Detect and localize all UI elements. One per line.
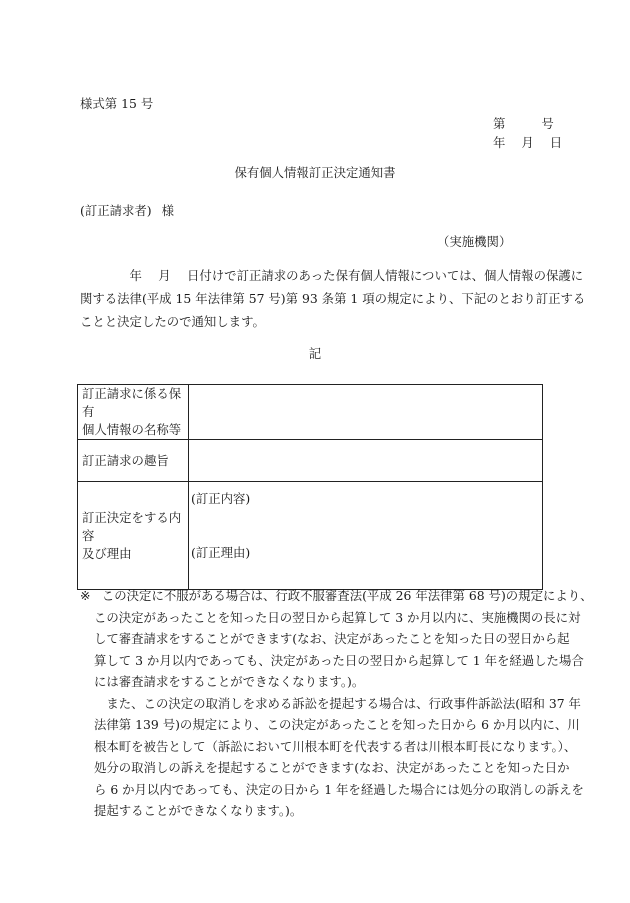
note-line: 算して 3 か月以内であっても、決定があった日の翌日から起算して 1 年を経過した場合	[94, 652, 584, 668]
table-row	[78, 440, 543, 482]
label-line: 訂正決定をする内容	[82, 509, 182, 543]
correction-content-label: (訂正内容)	[191, 491, 251, 506]
note-line: 提起することができなくなります。)。	[94, 803, 303, 818]
note-line: この決定があったことを知った日の翌日から起算して 3 か月以内に、実施機関の長に対	[94, 609, 581, 625]
note-mark: ※	[80, 588, 91, 603]
ki-heading: 記	[308, 346, 322, 361]
label-line: 個人情報の名称等	[82, 422, 182, 437]
document-number-line	[493, 118, 554, 130]
form-number: 様式第 15 号	[80, 96, 154, 111]
number-prefix: 第	[493, 116, 506, 131]
date-day: 日	[549, 135, 563, 150]
notes-section	[80, 585, 593, 822]
issuing-agency: （実施機関）	[437, 234, 512, 249]
note-line: 根本町を被告として（訴訟において川根本町を代表する者は川根本町長になります。）、	[94, 738, 577, 754]
note-line: 法律第 139 号)の規定により、この決定があったことを知った日から 6 か月以内に、川	[94, 717, 580, 732]
note-line: 処分の取消しの訴えを提起することができます(なお、決定があったことを知った日か	[94, 760, 570, 775]
number-suffix: 号	[541, 116, 554, 131]
body-paragraph	[80, 264, 586, 333]
value-request-purpose	[189, 440, 543, 482]
decision-table	[77, 384, 543, 590]
row-label-target-info	[78, 385, 189, 440]
note-text: この決定に不服がある場合は、行政不服審査法(平成 26 年法律第 68 号)の規定により、	[101, 588, 593, 603]
addressee-name: (訂正請求者)	[80, 203, 152, 218]
table-row	[78, 482, 543, 590]
label-line: 訂正請求に係る保有	[82, 386, 182, 419]
date-year: 年	[493, 135, 506, 150]
date-month: 月	[521, 135, 534, 150]
value-decision-content	[189, 482, 543, 590]
body-line: 年 月 日付けで訂正請求のあった保有個人情報については、個人情報の保護に	[80, 268, 584, 283]
addressee	[80, 205, 174, 217]
value-target-info	[189, 385, 543, 440]
addressee-honorific: 様	[161, 203, 175, 218]
note-line	[80, 585, 593, 607]
date-line	[493, 137, 562, 149]
note-line: して審査請求をすることができます(なお、決定があったことを知った日の翌日から起	[94, 631, 570, 646]
label-line: 訂正請求の趣旨	[82, 452, 169, 468]
correction-reason-label: (訂正理由)	[191, 545, 251, 560]
note-line: ら 6 か月以内であっても、決定の日から 1 年を経過した場合には処分の取消しの訴えを	[94, 781, 584, 797]
body-line: 関する法律(平成 15 年法律第 57 号)第 93 条第 1 項の規定により、下記のとおり訂正する	[80, 291, 586, 306]
body-line: ことと決定したので通知します。	[80, 314, 265, 329]
row-label-decision-content	[78, 482, 189, 590]
note-line: また、この決定の取消しを求める訴訟を提起する場合は、行政事件訴訟法(昭和 37 年	[94, 695, 581, 711]
label-line: 及び理由	[82, 545, 132, 561]
row-label-request-purpose	[78, 440, 189, 482]
table-row	[78, 385, 543, 440]
note-line: には審査請求をすることができなくなります。)。	[94, 674, 365, 689]
document-title: 保有個人情報訂正決定通知書	[234, 165, 396, 180]
